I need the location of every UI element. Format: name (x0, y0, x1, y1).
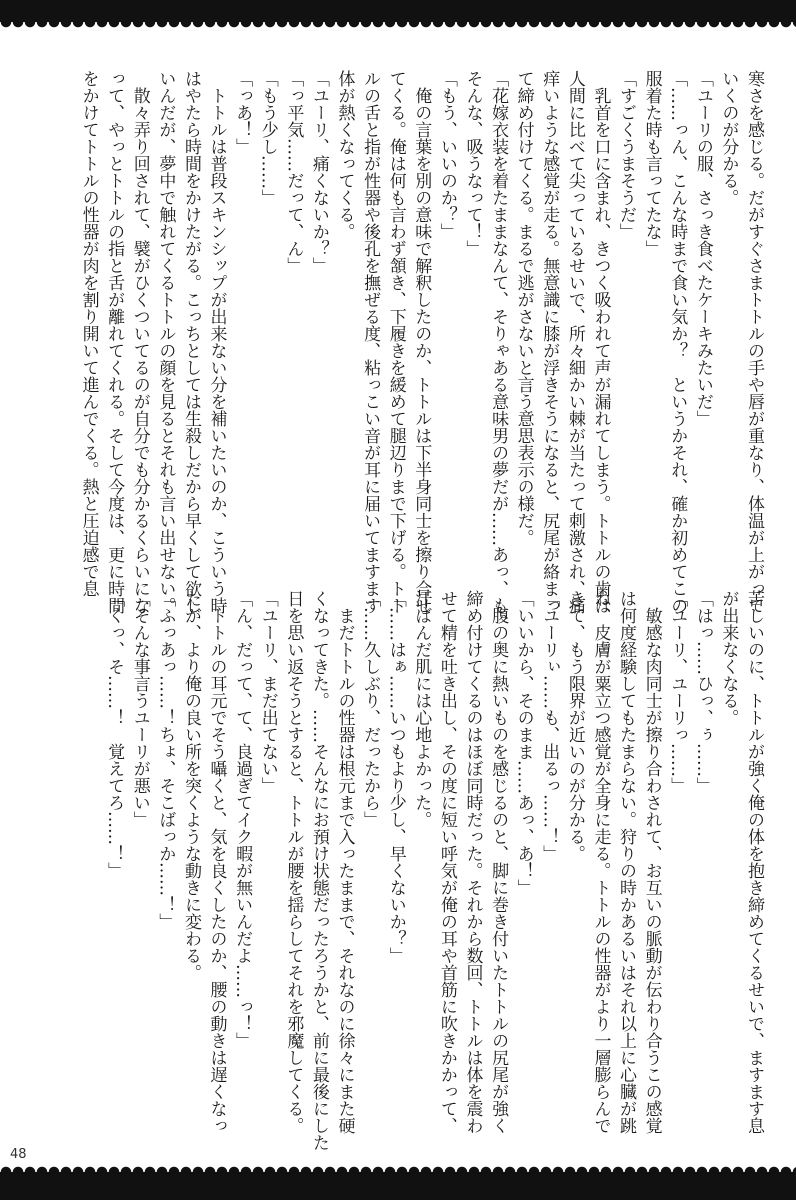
text-column: 「花嫁衣装を着たままなんて、そりゃある意味男の夢だが……あっ、も、 (488, 70, 509, 631)
text-block-upper (75, 70, 766, 631)
text-column: 「すごくうまそうだ」 (616, 70, 637, 240)
text-column: 寒さを感じる。だがすぐさまトトルの手や唇が重なり、体温が上がって (744, 70, 764, 614)
text-column: 苦しいのに、トトルが強く俺の体を抱き締めてくるせいで、ますます息 (744, 590, 764, 1134)
text-column: 「っ平気……だって、ん」 (283, 70, 304, 274)
text-column: 「ユーリ、まだ出てない」 (257, 590, 278, 794)
text-column: は何度経験してもたまらない。狩りの時かあるいはそれ以上に心臓が跳 (616, 590, 637, 1134)
text-column: 「ユーリぃ……も、出るっ……！」 (539, 590, 560, 862)
text-column: 「くっ、そ……！ 覚えてろ……！」 (104, 590, 125, 879)
text-column: まだトトルの性器は根元まで入ったままで、それなのに徐々にまた硬 (334, 590, 355, 1134)
text-column: 「ユーリの服、さっき食べたケーキみたいだ」 (692, 70, 713, 427)
text-column: ね、皮膚が粟立つ感覚が全身に走る。トトルの性器がより一層膨らんで (590, 590, 611, 1134)
text-column: 俺の言葉を別の意味で解釈したのか、トトルは下半身同士を擦り合せ (411, 70, 432, 614)
text-column: 「ふっあっ……！ちょ、そこばっか……！」 (155, 590, 176, 930)
text-column: 「……はぁ……いつもより少し、早くないか？」 (385, 590, 406, 964)
text-column: って、やっとトトルの指と舌が離れてくれる。そして今度は、更に時間 (104, 70, 125, 614)
text-column: てくる。俺は何も言わず頷き、下履きを緩めて腿辺りまで下げる。トト (385, 70, 406, 614)
text-column: 日を思い返そうとすると、トトルが腰を揺らしてそれを邪魔してくる。 (283, 590, 304, 1134)
text-column: せて精を吐き出し、その度に短い呼気が俺の耳や首筋に吹きかかって、 (436, 590, 457, 1134)
text-column: をかけてトトルの性器が肉を割り開いて進んでくる。熱と圧迫感で息 (78, 70, 99, 597)
text-column: たが、より俺の良い所を突くような動きに変わる。 (180, 590, 201, 981)
text-column: トトルの耳元でそう囁くと、気を良くしたのか、腰の動きは遅くなっ (206, 590, 227, 1134)
text-column: そんな、吸うなって！」 (462, 70, 483, 257)
text-column: 「もう少し……」 (257, 70, 278, 206)
text-column: 汗ばんだ肌には心地よかった。 (411, 590, 432, 828)
text-column: が出来なくなる。 (718, 590, 739, 726)
decorative-bottom-border (0, 1172, 796, 1200)
text-column: 敏感な肉同士が擦り合わされて、お互いの脈動が伝わり合うこの感覚 (641, 590, 662, 1134)
text-column: 締め付けてくるのはほぼ同時だった。それから数回、トトルは体を震わ (462, 590, 483, 1134)
page-number: 48 (10, 1147, 27, 1162)
text-column: いくのが分かる。 (718, 70, 739, 206)
text-column: きて、もう限界が近いのが分かる。 (564, 590, 585, 862)
text-column: 「いいから、そのまま……あっ、あ！」 (513, 590, 534, 896)
text-column: 乳首を口に含まれ、きつく吸われて声が漏れてしまう。トトルの歯は (590, 70, 611, 614)
decorative-top-border (0, 0, 796, 22)
text-column: ルの舌と指が性器や後孔を撫ぜる度、粘っこい音が耳に届いてますます (360, 70, 381, 614)
text-column: トトルは普段スキンシップが出来ない分を補いたいのか、こういう時 (206, 70, 227, 614)
text-column: 「ユーリ、ユーリっ……」 (667, 590, 688, 794)
text-column: 「ん、だって、て、良過ぎてイク暇が無いんだよ……っ！」 (232, 590, 253, 1049)
text-block-lower (101, 590, 766, 1151)
text-column: 散々弄り回されて、襞がひくついてるのが自分でも分かるくらいにな (129, 70, 150, 614)
text-column: 「っあ！」 (232, 70, 253, 155)
text-column: 「はっ……ひっ、ぅ……」 (692, 590, 713, 794)
text-column: て締め付けてくる。まるで逃がさないと言う意思表示の様だ。 (513, 70, 534, 546)
text-column: 服着た時も言ってたな」 (641, 70, 662, 257)
text-column: 腹の奥に熱いものを感じるのと、脚に巻き付いたトトルの尻尾が強く (488, 590, 509, 1134)
text-column: 「……久しぶり、だったから」 (360, 590, 381, 828)
text-column: 「ユーリ、痛くないか？」 (308, 70, 329, 274)
text-column: 「そんな事言うユーリが悪い」 (129, 590, 150, 828)
text-column: 体が熱くなってくる。 (334, 70, 355, 240)
text-column: はやたら時間をかけたがる。こっちとしては生殺しだから早くして欲し (180, 70, 201, 614)
text-column: 「もう、いいのか？」 (436, 70, 457, 240)
text-column: 「……っん、こんな時まで食い気か？ というかそれ、確か初めてこの (667, 70, 688, 614)
text-column: 人間に比べて尖っているせいで、所々細かい棘が当たって刺激され、痛 (564, 70, 585, 614)
text-column: いんだが、夢中で触れてくるトトルの顔を見るとそれも言い出せない。 (155, 70, 176, 614)
text-column: くなってきた。……そんなにお預け状態だったろうかと、前に最後にした (308, 590, 329, 1151)
text-column: 痒いような感覚が走る。無意識に膝が浮きそうになると、尻尾が絡まっ (539, 70, 560, 614)
